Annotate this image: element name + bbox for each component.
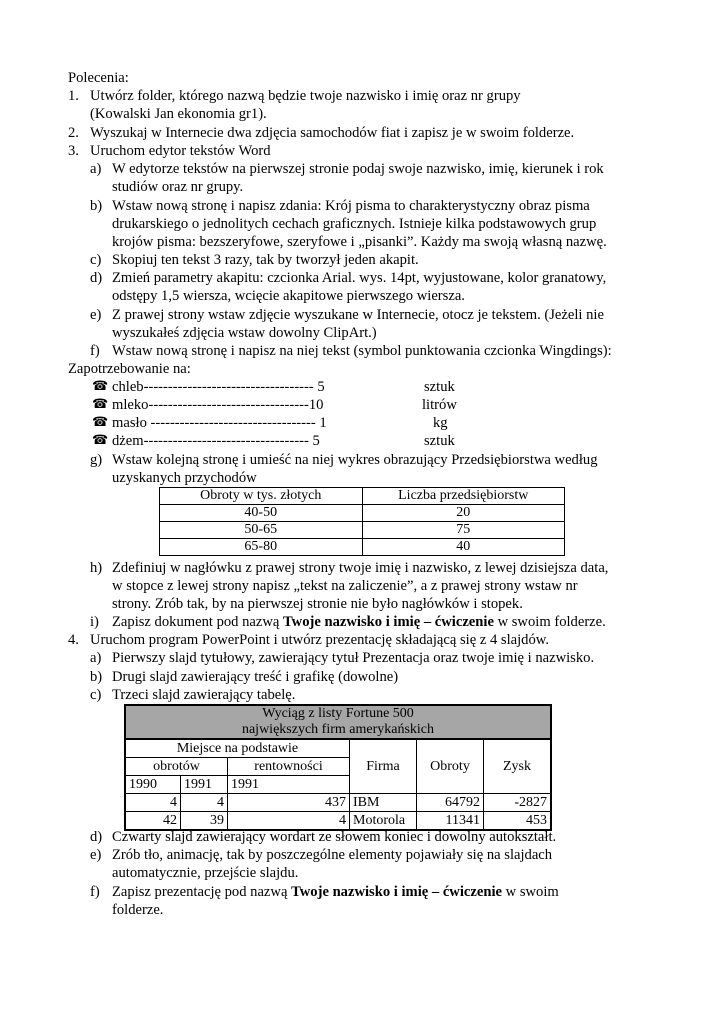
instruction-text: Zmień parametry akapitu: czcionka Arial. wys. 14pt, wyjustowane, kolor granatowy, <box>112 270 607 286</box>
list-letter: a) <box>90 161 102 177</box>
shopping-item: mleko---------------------------------10 <box>112 397 324 413</box>
table-header-cell: Miejsce na podstawie <box>125 739 350 758</box>
table-header-cell: Obroty w tys. złotych <box>160 488 363 505</box>
table-title-line: największych firm amerykańskich <box>241 722 435 737</box>
instruction-text: Zdefiniuj w nagłówku z prawej strony twoje imię i nazwisko, z lewej dzisiejsza data, <box>112 560 609 576</box>
table-cell: 42 <box>125 812 181 831</box>
list-letter: e) <box>90 847 102 863</box>
shopping-unit: sztuk <box>424 433 455 449</box>
list-letter: g) <box>90 452 103 468</box>
filename-bold: Twoje nazwisko i imię – ćwiczenie <box>283 614 494 630</box>
table-header-cell: Firma <box>350 739 417 794</box>
instruction-text: automatycznie, przejście slajdu. <box>112 865 299 881</box>
table-header-cell: 1991 <box>228 776 350 794</box>
telephone-icon: ☎ <box>92 433 109 448</box>
telephone-icon: ☎ <box>92 397 109 412</box>
page-heading: Polecenia: <box>68 70 129 86</box>
table-header-cell: Zysk <box>484 739 552 794</box>
list-number: 2. <box>68 125 79 141</box>
table-header-cell: obrotów <box>125 758 228 776</box>
shopping-item: masło ---------------------------------- 1 <box>112 415 327 431</box>
table-title-line: Wyciąg z listy Fortune 500 <box>262 706 414 721</box>
shopping-item: chleb----------------------------------- 5 <box>112 379 325 395</box>
instruction-text: Wstaw kolejną stronę i umieść na niej wykres obrazujący Przedsiębiorstwa według <box>112 452 598 468</box>
table-header-cell: rentowności <box>228 758 350 776</box>
instruction-text: Trzeci slajd zawierający tabelę. <box>112 687 296 703</box>
demand-heading: Zapotrzebowanie na: <box>68 361 191 377</box>
fortune-table <box>124 704 552 831</box>
instruction-text: Uruchom program PowerPoint i utwórz prezentację składającą się z 4 slajdów. <box>90 632 550 648</box>
instruction-text: wyszukałeś zdjęcia wstaw dowolny ClipArt.) <box>112 325 377 341</box>
instruction-text: (Kowalski Jan ekonomia gr1). <box>90 106 267 122</box>
list-letter: c) <box>90 687 102 703</box>
table-title <box>125 705 551 739</box>
instruction-text: Wyszukaj w Internecie dwa zdjęcia samochodów fiat i zapisz je w swoim folderze. <box>90 125 575 141</box>
table-cell: 64792 <box>417 794 484 812</box>
shopping-unit: sztuk <box>424 379 455 395</box>
table-cell: 20 <box>362 505 565 522</box>
instruction-text: uzyskanych przychodów <box>112 470 257 486</box>
list-letter: c) <box>90 252 102 268</box>
table-row <box>160 505 565 522</box>
shopping-unit: litrów <box>422 397 457 413</box>
list-letter: i) <box>90 614 99 630</box>
table-cell: 4 <box>228 812 350 831</box>
table-cell: 40 <box>362 539 565 556</box>
shopping-unit: kg <box>433 415 448 431</box>
table-title-row <box>125 705 551 739</box>
table-cell: 4 <box>125 794 181 812</box>
instruction-text: odstępy 1,5 wiersza, wcięcie akapitowe pierwszego wiersza. <box>112 288 465 304</box>
list-letter: d) <box>90 829 103 845</box>
instruction-text: Z prawej strony wstaw zdjęcie wyszukane w Internecie, otocz je tekstem. (Jeżeli nie <box>112 307 604 323</box>
table-cell: 40-50 <box>160 505 363 522</box>
list-number: 3. <box>68 143 79 159</box>
filename-bold: Twoje nazwisko i imię – ćwiczenie <box>291 884 502 900</box>
list-letter: h) <box>90 560 103 576</box>
instruction-text: Drugi slajd zawierający treść i grafikę (dowolne) <box>112 669 399 685</box>
instruction-text: Skopiuj ten tekst 3 razy, tak by tworzył jeden akapit. <box>112 252 419 268</box>
instruction-text-part: Zapisz prezentację pod nazwą <box>112 884 292 900</box>
table-header-row <box>160 488 565 505</box>
table-cell: 75 <box>362 522 565 539</box>
table-cell: 39 <box>181 812 228 831</box>
table-header-cell: 1991 <box>181 776 228 794</box>
table-cell: 453 <box>484 812 552 831</box>
list-letter: e) <box>90 307 102 323</box>
table-cell: -2827 <box>484 794 552 812</box>
list-letter: f) <box>90 343 100 359</box>
instruction-text: Utwórz folder, którego nazwą będzie twoje nazwisko i imię oraz nr grupy <box>90 88 521 104</box>
table-header-cell: Liczba przedsiębiorstw <box>362 488 565 505</box>
telephone-icon: ☎ <box>92 415 109 430</box>
instruction-text <box>112 883 559 901</box>
instruction-text: Czwarty slajd zawierający wordart ze słowem koniec i dowolny autokształt. <box>112 829 557 845</box>
list-letter: a) <box>90 650 102 666</box>
table-cell: 65-80 <box>160 539 363 556</box>
table-cell: 50-65 <box>160 522 363 539</box>
table-header-row <box>125 739 551 758</box>
instruction-text: Pierwszy slajd tytułowy, zawierający tytuł Prezentacja oraz twoje imię i nazwisko. <box>112 650 595 666</box>
instruction-text: studiów oraz nr grupy. <box>112 179 244 195</box>
instruction-text: Wstaw nową stronę i napisz zdania: Krój pisma to charakterystyczny obraz pisma <box>112 198 590 214</box>
shopping-item: dżem---------------------------------- 5 <box>112 433 320 449</box>
instruction-text-part: w swoim folderze. <box>493 614 606 630</box>
table-header-cell: 1990 <box>125 776 181 794</box>
list-letter: b) <box>90 669 103 685</box>
table-row <box>160 539 565 556</box>
table-cell: IBM <box>350 794 417 812</box>
list-letter: f) <box>90 884 100 900</box>
instruction-text: strony. Zrób tak, by na pierwszej stronie nie było nagłówków i stopek. <box>112 596 523 612</box>
list-number: 1. <box>68 88 79 104</box>
table-row <box>160 522 565 539</box>
table-row <box>125 794 551 812</box>
instruction-text: folderze. <box>112 902 164 918</box>
table-cell: Motorola <box>350 812 417 831</box>
table-cell: 11341 <box>417 812 484 831</box>
list-number: 4. <box>68 632 79 648</box>
instruction-text-part: Zapisz dokument pod nazwą <box>112 614 284 630</box>
table-cell: 437 <box>228 794 350 812</box>
instruction-text: drukarskiego o jednolitych cechach graficznych. Istnieje kilka podstawowych grup <box>112 216 597 232</box>
instruction-text-part: w swoim <box>501 884 559 900</box>
instruction-text: Wstaw nową stronę i napisz na niej tekst (symbol punktowania czcionka Wingdings): <box>112 343 612 359</box>
instruction-text: krojów pisma: bezszeryfowe, szeryfowe i „pisanki”. Każdy ma swoją własną nazwę. <box>112 234 607 250</box>
instruction-text: W edytorze tekstów na pierwszej stronie podaj swoje nazwisko, imię, kierunek i rok <box>112 161 604 177</box>
table-cell: 4 <box>181 794 228 812</box>
table-header-cell: Obroty <box>417 739 484 794</box>
instruction-text: w stopce z lewej strony napisz „tekst na zaliczenie”, a z prawej strony wstaw nr <box>112 578 578 594</box>
list-letter: b) <box>90 198 103 214</box>
instruction-text: Zrób tło, animację, tak by poszczególne elementy pojawiały się na slajdach <box>112 847 553 863</box>
instruction-text <box>112 613 606 631</box>
instruction-text: Uruchom edytor tekstów Word <box>90 143 271 159</box>
list-letter: d) <box>90 270 103 286</box>
revenue-table <box>159 487 565 556</box>
telephone-icon: ☎ <box>92 379 109 394</box>
